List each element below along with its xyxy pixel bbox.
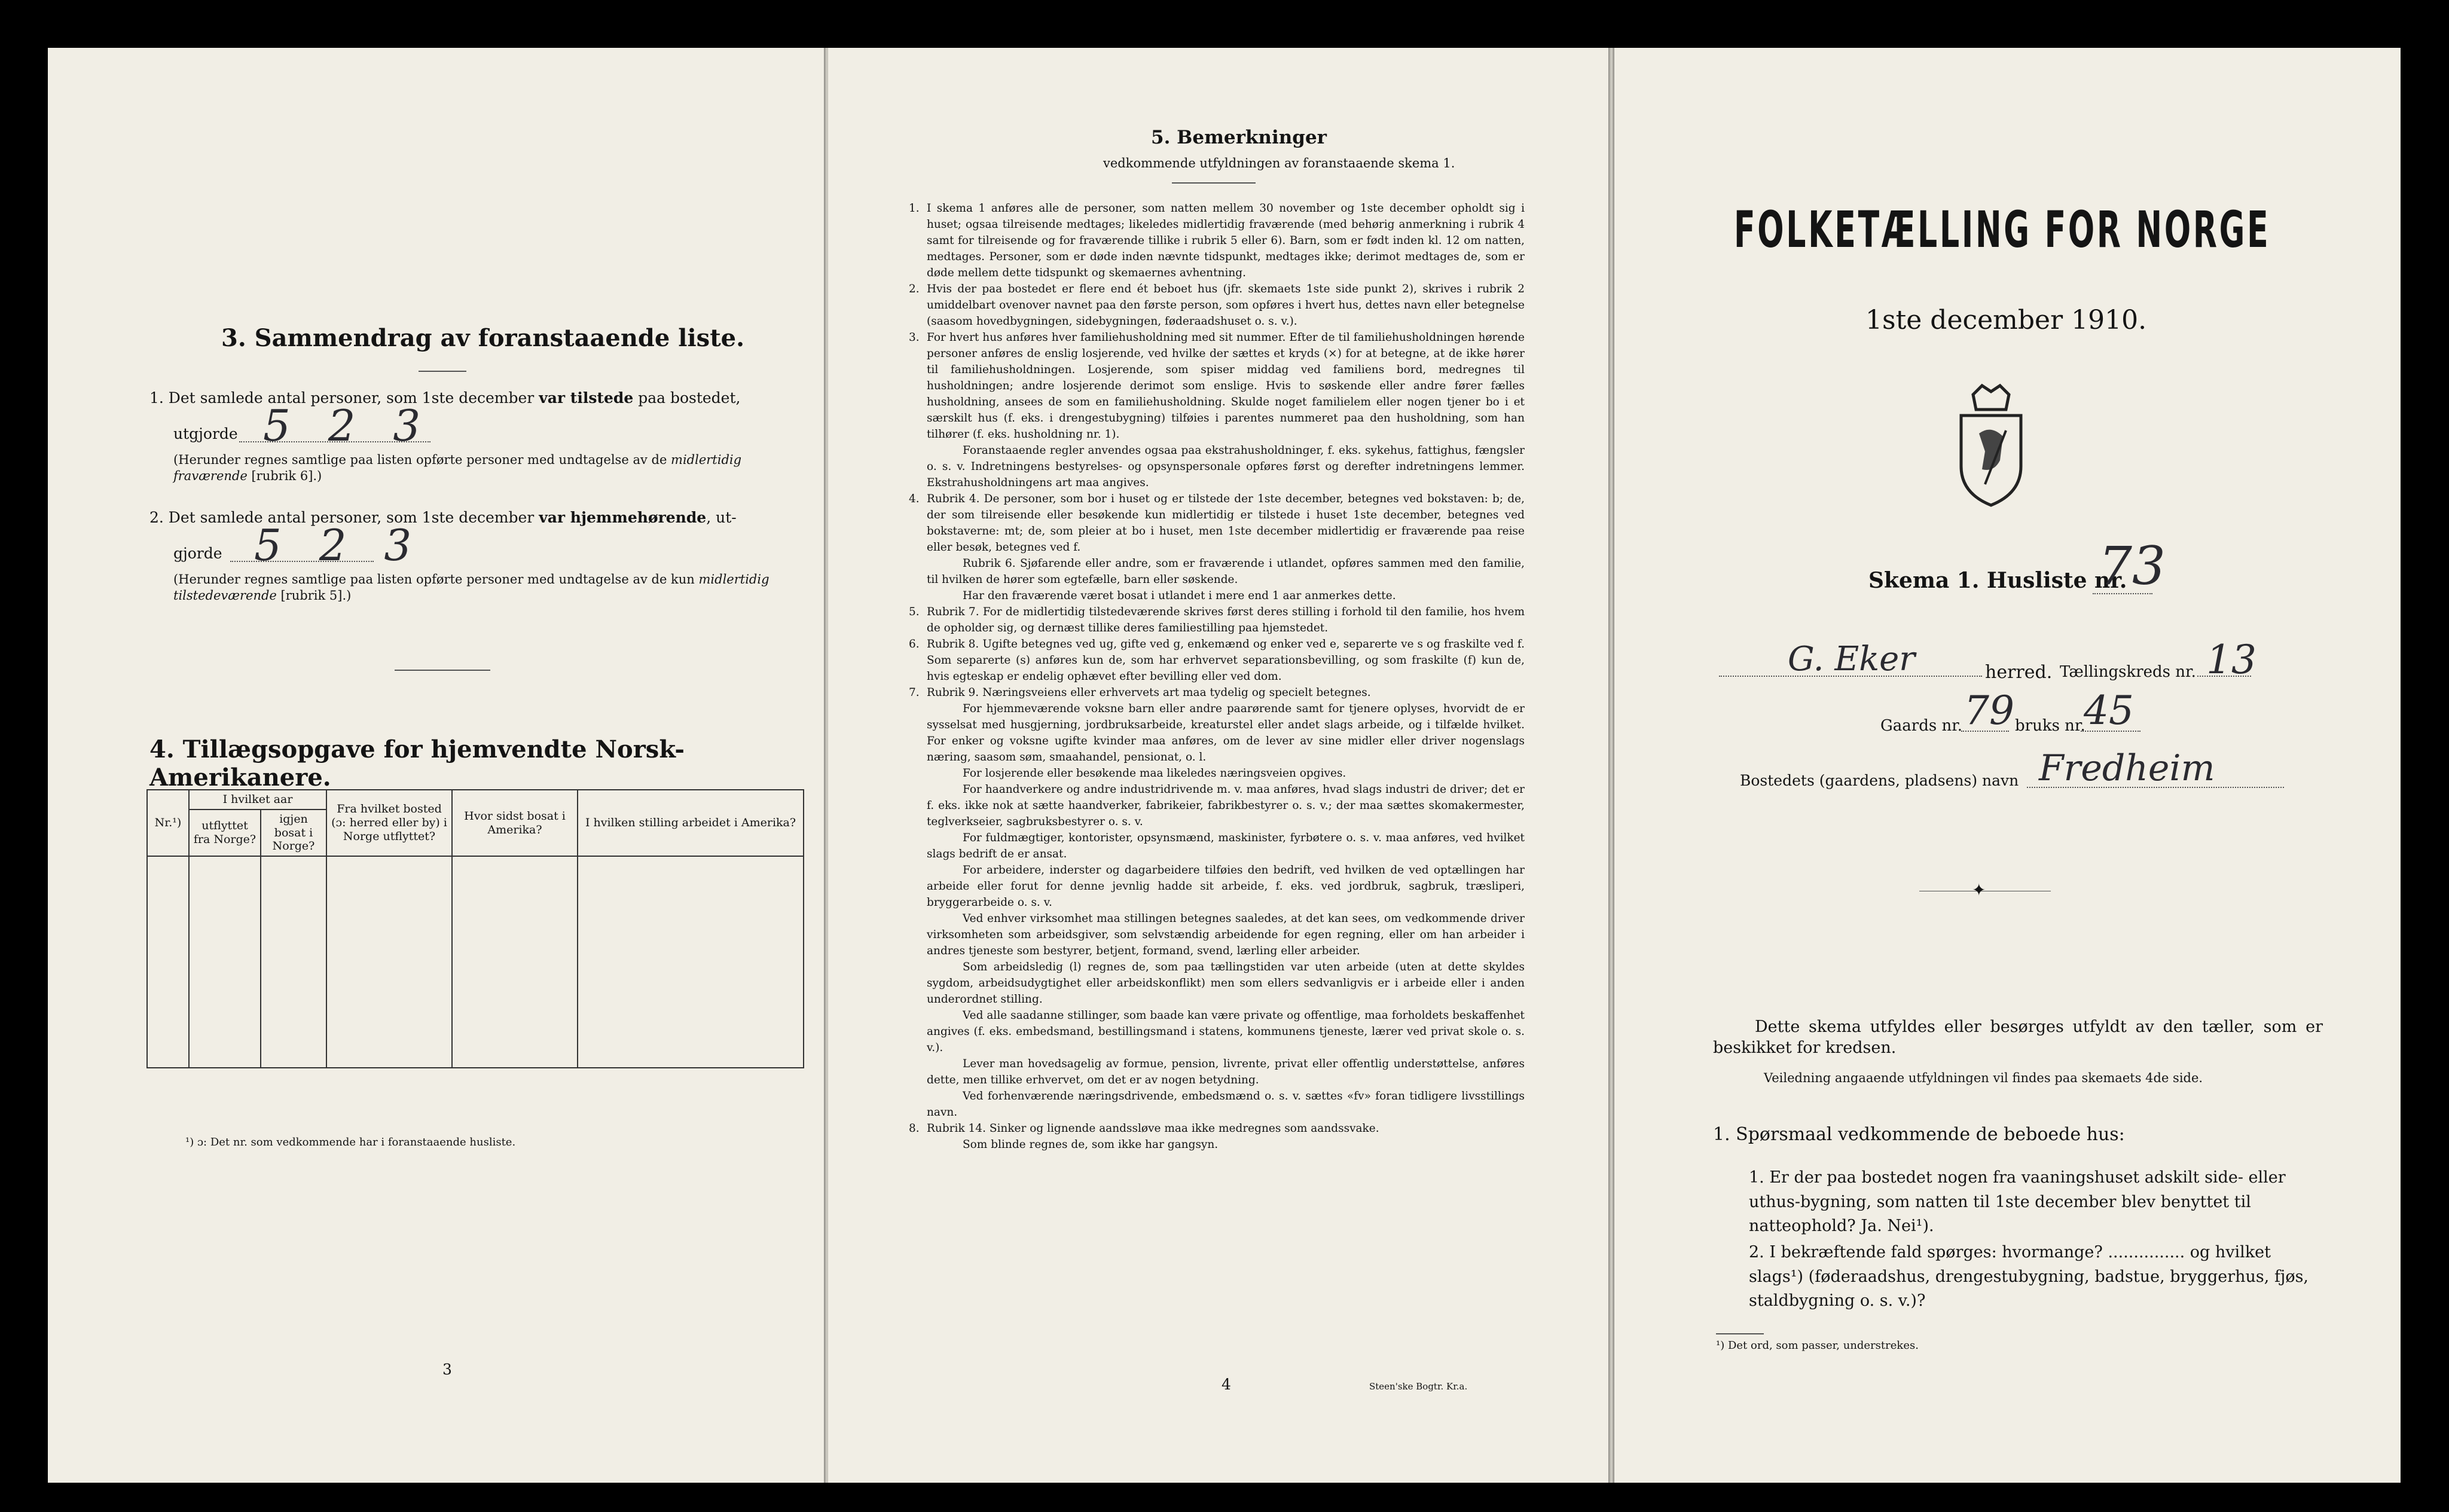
remark-text: For fuldmægtiger, kontorister, opsynsmænd, maskinister, fyrbøtere o. s. v. maa anføres, ved hvilket slags bedrift de er ansat. [927,832,1525,860]
remark-paragraph [927,765,1525,781]
remark-text: Som blinde regnes de, som ikke har gangsyn. [963,1138,1219,1151]
s3-q2-tail: , ut- [706,509,737,526]
remark-text: Rubrik 7. For de midlertidig tilstedeværende skrives først deres stilling i forhold til den familie, hos hvem de opholder sig, og dernæst tillike deres familiestilling paa hjemstedet. [927,606,1525,634]
col-position: I hvilken stilling arbeidet i Amerika? [578,790,804,856]
table-row [147,981,804,1012]
col-year-group: I hvilket aar [189,790,326,810]
col-returned: igjen bosat i Norge? [261,810,326,856]
remark-text: Rubrik 14. Sinker og lignende aandssløve maa ikke medregnes som aandssvake. [927,1122,1379,1135]
s3-q2-text: 2. Det samlede antal personer, som 1ste december [149,509,539,526]
s3-q1-lead: utgjorde [173,425,238,442]
remark-text: Hvis der paa bostedet er flere end ét beboet hus (jfr. skemaets 1ste side punkt 2), skrives i rubrik 2 umiddelbart ovenover navnet paa den første person, som opføres i hvert hus, dettes navn eller betegnelse (saasom hovedbygningen, sidebygningen, føderaadshuset o. s. v.). [927,283,1525,328]
remark-text: For arbeidere, inderster og dagarbeidere tilføies den bedrift, ved hvilken de ved optællingen har arbeide eller forut for denne jevnlig hadde sit arbeide, f. eks. ved jordbruk, sagbruk, træsliperi, bryggerarbeide o. s. v. [927,864,1525,909]
s3-q2-answer: 5 2 3 [254,520,424,570]
remark-text: Rubrik 4. De personer, som bor i huset og er tilstede der 1ste december, betegnes ved bokstaven: b; de, der som tilreisende eller besøkende kun midlertidig er tilstede i huset 1ste december, betegnes ved bokstaverne: mt; de, som pleier at bo i huset, men 1ste december midlertidig er fraværende paa reise eller besøk, betegnes ved f. [927,493,1525,554]
cover-guide: Veiledning angaaende utfyldningen vil findes paa skemaets 4de side. [1764,1071,2203,1085]
divider [1172,182,1256,184]
remark-paragraph [927,701,1525,765]
col-emigrated: utflyttet fra Norge? [189,810,261,856]
remark-paragraph [927,588,1525,604]
remark-text: For losjerende eller besøkende maa likeledes næringsveien opgives. [963,767,1346,780]
binding-fold [1608,48,1614,1483]
page-3 [48,48,825,1483]
s3-q1-tail: paa bostedet, [633,389,741,407]
remark-number: 2. [909,283,920,295]
s3-q1-note [173,452,789,484]
remark-paragraph [927,1056,1525,1088]
norsk-amerikanere-table [146,789,804,1068]
note-text: (Herunder regnes samtlige paa listen opførte personer med undtagelse av de [173,453,671,467]
s3-q1-answer: 5 2 3 [263,401,433,451]
remark-paragraph [927,1007,1525,1056]
note-tail: [rubrik 6].) [247,468,322,483]
remark-text: Ved alle saadanne stillinger, som baade kan være private og offentlige, maa forholdets beskaffenhet angives (f. eks. embedsmand, bestillingsmand i statens, kommunens tjeneste, lærer ved privat skole o. s. v.). [927,1009,1525,1054]
page-number: 3 [442,1361,452,1378]
bruks-label: bruks nr. [2015,717,2085,735]
remark-text: I skema 1 anføres alle de personer, som natten mellem 30 november og 1ste december opholdt sig i huset; ogsaa tilreisende medtages; likeledes midlertidig fraværende (med behørig anmerkning i rubrik 4 samt for tilreisende og for fraværende tillike i rubrik 5 eller 6). Barn, som er født inden kl. 12 om natten, medtages. Personer, som er døde inden nævnte tidspunkt, medtages ikke; derimot medtages de, som er døde mellem dette tidspunkt og skemaernes avhentning. [927,202,1525,279]
remark-number: 5. [909,606,920,618]
divider [419,371,466,372]
cover-intro: Dette skema utfyldes eller besørges utfyldt av den tæller, som er beskikket for kredsen. [1713,1018,2323,1058]
page-1 [1614,48,2401,1483]
remark-text: For hjemmeværende voksne barn eller andre paarørende samt for tjenere oplyses, hvorvidt de er sysselsat med husgjerning, jordbruksarbeide, kreaturstel eller andet slags arbeide, og i tilfælde hvilket. For enker og voksne ugifte kvinder maa anføres, om de lever av sine midler eller driver nogenslags næring, saasom søm, smaahandel, pensionat, o. l. [927,702,1525,763]
remark-number: 3. [909,331,920,344]
remark-paragraph [927,1137,1525,1153]
remark-text: Lever man hovedsagelig av formue, pension, livrente, privat eller offentlig understøttelse, anføres dette, men tillike erhvervet, om det er av nogen betydning. [927,1058,1525,1086]
col-from: Fra hvilket bosted (ɔ: herred eller by) i Norge utflyttet? [326,790,452,856]
remark-paragraph [909,200,1525,281]
s3-q2-bold: var hjemmehørende [539,509,707,526]
table-row [147,856,804,888]
main-title: FOLKETÆLLING FOR NORGE [1734,200,2271,259]
bosted-name: Fredheim [2039,747,2215,789]
remark-paragraph [927,442,1525,491]
schema-label: Skema 1. Husliste nr. [1868,568,2127,593]
remark-text: Ved forhenværende næringsdrivende, embedsmænd o. s. v. sættes «fv» foran tidligere livsstillings navn. [927,1090,1525,1119]
remark-number: 7. [909,686,920,699]
remark-number: 6. [909,638,920,650]
remarks-title: 5. Bemerkninger [1151,127,1327,148]
table-row [147,1012,804,1068]
ornament-icon: ✦ [1972,880,1986,900]
question-1: 1. Er der paa bostedet nogen fra vaaningshuset adskilt side- eller uthus-bygning, som natten til 1ste december blev benyttet til natteophold? Ja. Nei¹). [1749,1168,2286,1235]
table-footnote: ¹) ɔ: Det nr. som vedkommende har i foranstaaende husliste. [185,1136,516,1148]
remark-number: 1. [909,202,920,215]
table-row [147,950,804,981]
section-4-title: 4. Tillægsopgave for hjemvendte Norsk-Amerikanere. [149,735,685,792]
remark-paragraph [927,959,1525,1007]
remark-text: For hvert hus anføres hver familiehusholdning med sit nummer. Efter de til familiehusholdningen hørende personer anføres de enslig losjerende, ved hvilke der sættes et kryds (×) for at betegne, at de ikke hører til familiehusholdningen. Losjerende, som spiser middag ved familiens bord, medregnes til husholdningen; andre losjerende derimot som enslige. Hvis to søskende eller andre fører fælles husholdning, ansees de som en familiehusholdning. Skulde noget familielem eller nogen tjener bo i et særskilt hus (f. eks. i drengestubygning) tilføies i parentes nummeret paa den husholdning, som han tilhører (f. eks. husholdning nr. 1). [927,331,1525,441]
remark-text: For haandverkere og andre industridrivende m. v. maa anføres, hvad slags industri de driver; det er f. eks. ikke nok at sætte haandverker, fabrikeier, fabrikbestyrer o. s. v.; der maa sættes skomakermester, teglverkseier, sagbruksbestyrer o. s. v. [927,783,1525,828]
herred-label: herred. [1985,662,2053,683]
section-3-title: 3. Sammendrag av foranstaaende liste. [221,324,745,352]
remark-number: 8. [909,1122,920,1135]
remark-paragraph [927,862,1525,911]
gaards-nr: 79 [1964,688,2014,734]
remark-paragraph [927,911,1525,959]
s3-q1-text: 1. Det samlede antal personer, som 1ste december [149,389,539,407]
gaards-label: Gaards nr. [1880,717,1963,735]
remark-paragraph [909,329,1525,442]
remark-paragraph [909,685,1525,701]
table-row [147,888,804,919]
questions-heading: 1. Spørsmaal vedkommende de beboede hus: [1713,1124,2125,1145]
remarks-list [909,200,1525,1153]
remark-paragraph [927,1088,1525,1120]
remark-paragraph [909,491,1525,555]
s3-q2-note [173,572,789,604]
note-text: (Herunder regnes samtlige paa listen opførte personer med undtagelse av de kun [173,572,699,587]
remark-text: Rubrik 8. Ugifte betegnes ved ug, gifte ved g, enkemænd og enker ved e, separerte ve s og fraskilte ved f. Som separerte (s) anføres kun de, som har erhvervet separationsbevilling, og som fraskilte (f) kun de, hvis egteskap er endelig ophævet efter bevilling eller ved dom. [927,638,1525,683]
coat-of-arms-icon [1949,383,2033,508]
remark-paragraph [909,604,1525,636]
printer-imprint: Steen'ske Bogtr. Kr.a. [1369,1381,1468,1392]
page-number: 4 [1222,1376,1231,1393]
husliste-nr: 73 [2099,535,2166,597]
herred-name: G. Eker [1788,640,1916,679]
census-date: 1ste december 1910. [1865,305,2147,335]
remark-paragraph [927,781,1525,830]
s3-q2-lead: gjorde [173,545,222,562]
col-nr: Nr.¹) [147,790,189,856]
s3-question-2 [149,508,807,528]
divider [1716,1333,1764,1334]
remark-text: Rubrik 6. Sjøfarende eller andre, som er fraværende i utlandet, opføres sammen med den familie, til hvilken de hører som egtefælle, barn eller søskende. [927,557,1525,586]
bosted-label: Bostedets (gaardens, pladsens) navn [1740,772,2019,789]
s3-question-1 [149,389,807,408]
bruks-nr: 45 [2084,688,2134,734]
question-2: 2. I bekræftende fald spørges: hvormange? ............... og hvilket slags¹) (føderaadshus, drengestubygning, badstue, bryggerhus, fjøs, staldbygning o. s. v.)? [1749,1243,2309,1310]
remark-paragraph [909,636,1525,685]
remarks-subtitle: vedkommende utfyldningen av foranstaaende skema 1. [1103,156,1455,170]
remark-text: Foranstaaende regler anvendes ogsaa paa ekstrahusholdninger, f. eks. sykehus, fattighus, fængsler o. s. v. Indretningens bestyrelses- og opsynspersonale opføres først og derefter indretningens lemmer. Ekstrahusholdningens art maa angives. [927,444,1525,489]
remark-paragraph [927,555,1525,588]
kreds-nr: 13 [2206,637,2256,683]
page-4 [828,48,1608,1483]
note-tail: [rubrik 5].) [276,588,352,603]
note-em: midlertidig fraværende [173,453,742,483]
remark-paragraph [909,281,1525,329]
remark-text: Som arbeidsledig (l) regnes de, som paa tællingstiden var uten arbeide (uten at dette skyldes sygdom, arbeidsudygtighet eller arbeidskonflikt) men som ellers sedvanligvis er i arbeide eller i anden underordnet stilling. [927,961,1525,1006]
table-row [147,919,804,950]
col-last-us: Hvor sidst bosat i Amerika? [452,790,578,856]
remark-text: Ved enhver virksomhet maa stillingen betegnes saaledes, at det kan sees, om vedkommende driver virksomheten som arbeidsgiver, som selvstændig arbeidende for egen regning, eller om han arbeider i andres tjeneste som bestyrer, betjent, formand, svend, lærling eller arbeider. [927,912,1525,957]
remark-number: 4. [909,493,920,505]
remark-paragraph [927,830,1525,862]
remark-text: Har den fraværende været bosat i utlandet i mere end 1 aar anmerkes dette. [963,589,1396,602]
note-em: midlertidig tilstedeværende [173,572,769,603]
remark-paragraph [909,1120,1525,1137]
remark-text: Rubrik 9. Næringsveiens eller erhvervets art maa tydelig og specielt betegnes. [927,686,1371,699]
divider [395,670,490,671]
cover-footnote: ¹) Det ord, som passer, understrekes. [1716,1339,1919,1352]
kreds-label: Tællingskreds nr. [2060,663,2196,681]
s3-q1-bold: var tilstede [539,389,634,407]
